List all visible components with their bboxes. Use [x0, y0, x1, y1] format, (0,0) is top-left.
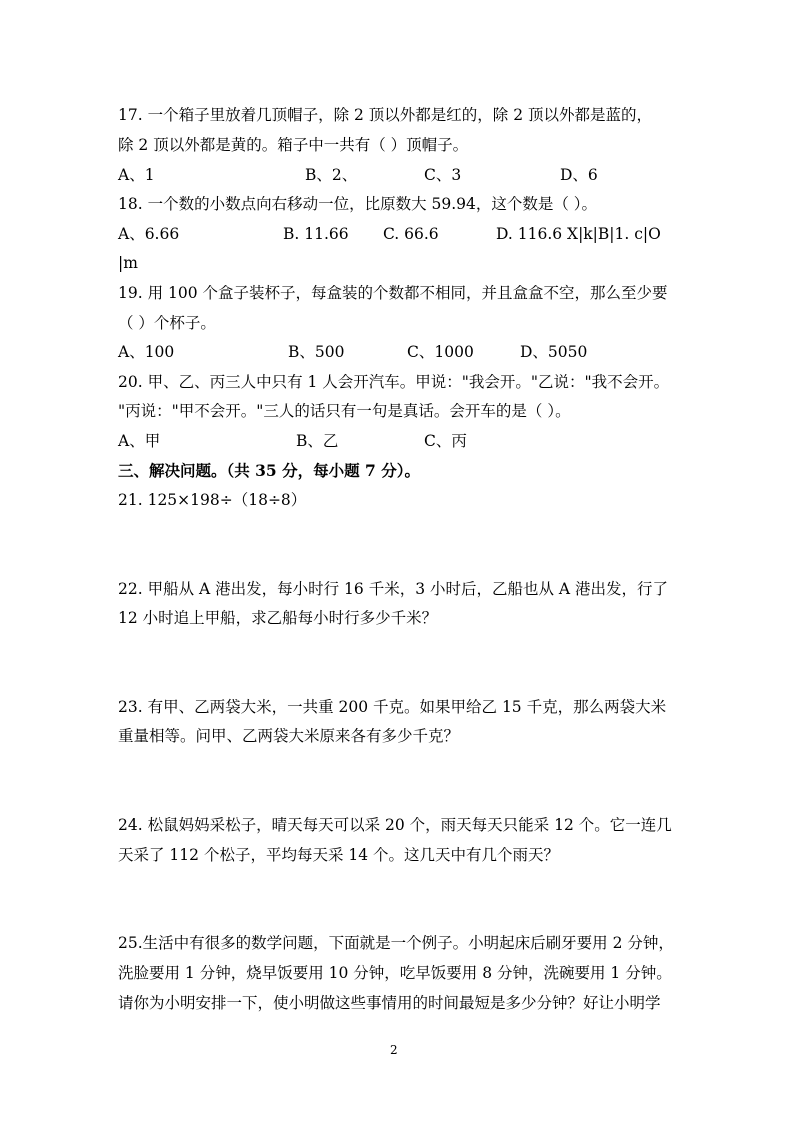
- q17-option-c: C、3: [424, 166, 462, 184]
- q19-option-d: D、5050: [520, 343, 588, 361]
- q17-line-1: 17. 一个箱子里放着几顶帽子，除 2 顶以外都是红的，除 2 顶以外都是蓝的，: [118, 106, 653, 124]
- q25-line-3: 请你为小明安排一下，使小明做这些事情用的时间最短是多少分钟？好让小明学: [118, 994, 661, 1012]
- q17-option-b: B、2、: [305, 166, 358, 184]
- q23-line-1: 23. 有甲、乙两袋大米，一共重 200 千克。如果甲给乙 15 千克，那么两袋大米: [118, 698, 667, 716]
- q24-line-1: 24. 松鼠妈妈采松子，晴天每天可以采 20 个，雨天每天只能采 12 个。它一连几: [118, 816, 672, 834]
- q20-line-1: 20. 甲、乙、丙三人中只有 1 人会开汽车。甲说："我会开。"乙说："我不会开。: [118, 373, 670, 391]
- q19-line-2: （ ）个杯子。: [118, 314, 216, 332]
- section-3-heading: 三、解决问题。（共 35 分，每小题 7 分）。: [118, 461, 420, 480]
- q22-line-2: 12 小时追上甲船，求乙船每小时行多少千米？: [118, 609, 438, 627]
- q20-line-2: "丙说："甲不会开。"三人的话只有一句是真话。会开车的是（ ）。: [118, 402, 571, 420]
- q20-option-c: C、丙: [424, 432, 467, 450]
- q25-line-1: 25.生活中有很多的数学问题，下面就是一个例子。小明起床后刷牙要用 2 分钟，: [118, 934, 674, 952]
- q17-option-a: A、1: [118, 166, 155, 184]
- q21-line-1: 21. 125×198÷（18÷8）: [118, 491, 307, 509]
- q20-option-b: B、乙: [296, 432, 339, 450]
- q18-option-b: B. 11.66: [283, 225, 349, 243]
- q19-option-b: B、500: [288, 343, 345, 361]
- q18-option-d: D. 116.6 X|k|B|1. c|O: [496, 225, 661, 243]
- page-number: 2: [390, 1043, 398, 1057]
- q18-option-c: C. 66.6: [383, 225, 439, 243]
- q20-option-a: A、甲: [118, 432, 161, 450]
- q19-option-c: C、1000: [407, 343, 474, 361]
- q17-line-2: 除 2 顶以外都是黄的。箱子中一共有（ ）顶帽子。: [118, 136, 469, 154]
- q25-line-2: 洗脸要用 1 分钟，烧早饭要用 10 分钟，吃早饭要用 8 分钟，洗碗要用 1 分钟。: [118, 964, 672, 982]
- q19-option-a: A、100: [118, 343, 175, 361]
- q22-line-1: 22. 甲船从 A 港出发，每小时行 16 千米，3 小时后，乙船也从 A 港出发，行了: [118, 580, 669, 598]
- q18-line-1: 18. 一个数的小数点向右移动一位，比原数大 59.94，这个数是（ ）。: [118, 195, 598, 213]
- q24-line-2: 天采了 112 个松子，平均每天采 14 个。这几天中有几个雨天？: [118, 846, 560, 864]
- q18-overflow-text: |m: [118, 254, 138, 272]
- q19-line-1: 19. 用 100 个盒子装杯子，每盒装的个数都不相同，并且盒盒不空，那么至少要: [118, 284, 668, 302]
- q18-option-a: A、6.66: [118, 225, 180, 243]
- q17-option-d: D、6: [560, 166, 598, 184]
- q23-line-2: 重量相等。问甲、乙两袋大米原来各有多少千克？: [118, 727, 460, 745]
